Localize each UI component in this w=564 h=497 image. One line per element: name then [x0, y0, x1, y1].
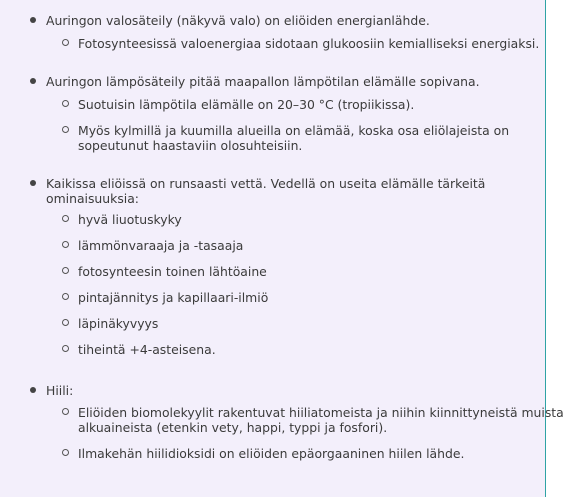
sub-list-item: Fotosynteesissä valoenergiaa sidotaan glukoosiin kemialliseksi energiaksi.	[0, 36, 564, 51]
list-item-text: Auringon lämpösäteily pitää maapallon lämpötilan elämälle sopivana.	[46, 74, 480, 89]
list-item	[0, 74, 564, 153]
sub-list	[46, 97, 564, 153]
sub-list-item: Ilmakehän hiilidioksidi on eliöiden epäorgaaninen hiilen lähde.	[0, 446, 564, 461]
list-item-text: Kaikissa eliöissä on runsaasti vettä. Vedellä on useita elämälle tärkeitä ominaisuuksia:	[46, 176, 486, 206]
sub-list-item: Suotuisin lämpötila elämälle on 20–30 °C (tropiikissa).	[0, 97, 564, 112]
sub-list	[46, 36, 564, 51]
sub-list-item: pintajännitys ja kapillaari-ilmiö	[0, 290, 546, 305]
list-item	[0, 383, 564, 461]
sub-list-item: Eliöiden biomolekyylit rakentuvat hiiliatomeista ja niihin kiinnittyneistä muista alkuaineista (etenkin vety, happi, typpi ja fosfori).	[0, 405, 564, 435]
sub-list-item: läpinäkyvyys	[0, 316, 546, 331]
list-item-text: Hiili:	[46, 383, 74, 398]
sub-list-item: tiheintä +4-asteisena.	[0, 342, 546, 357]
sub-list-item: Myös kylmillä ja kuumilla alueilla on elämää, koska osa eliölajeista on sopeutunut haastaviin olosuhteisiin.	[0, 123, 564, 153]
list-item	[0, 176, 546, 357]
sub-list-item: lämmönvaraaja ja -tasaaja	[0, 238, 546, 253]
sub-list	[46, 405, 564, 461]
sub-list-item: fotosynteesin toinen lähtöaine	[0, 264, 546, 279]
list-item	[0, 13, 564, 51]
sub-list-item: hyvä liuotuskyky	[0, 212, 546, 227]
sub-list	[46, 212, 546, 357]
list-item-text: Auringon valosäteily (näkyvä valo) on eliöiden energianlähde.	[46, 13, 430, 28]
